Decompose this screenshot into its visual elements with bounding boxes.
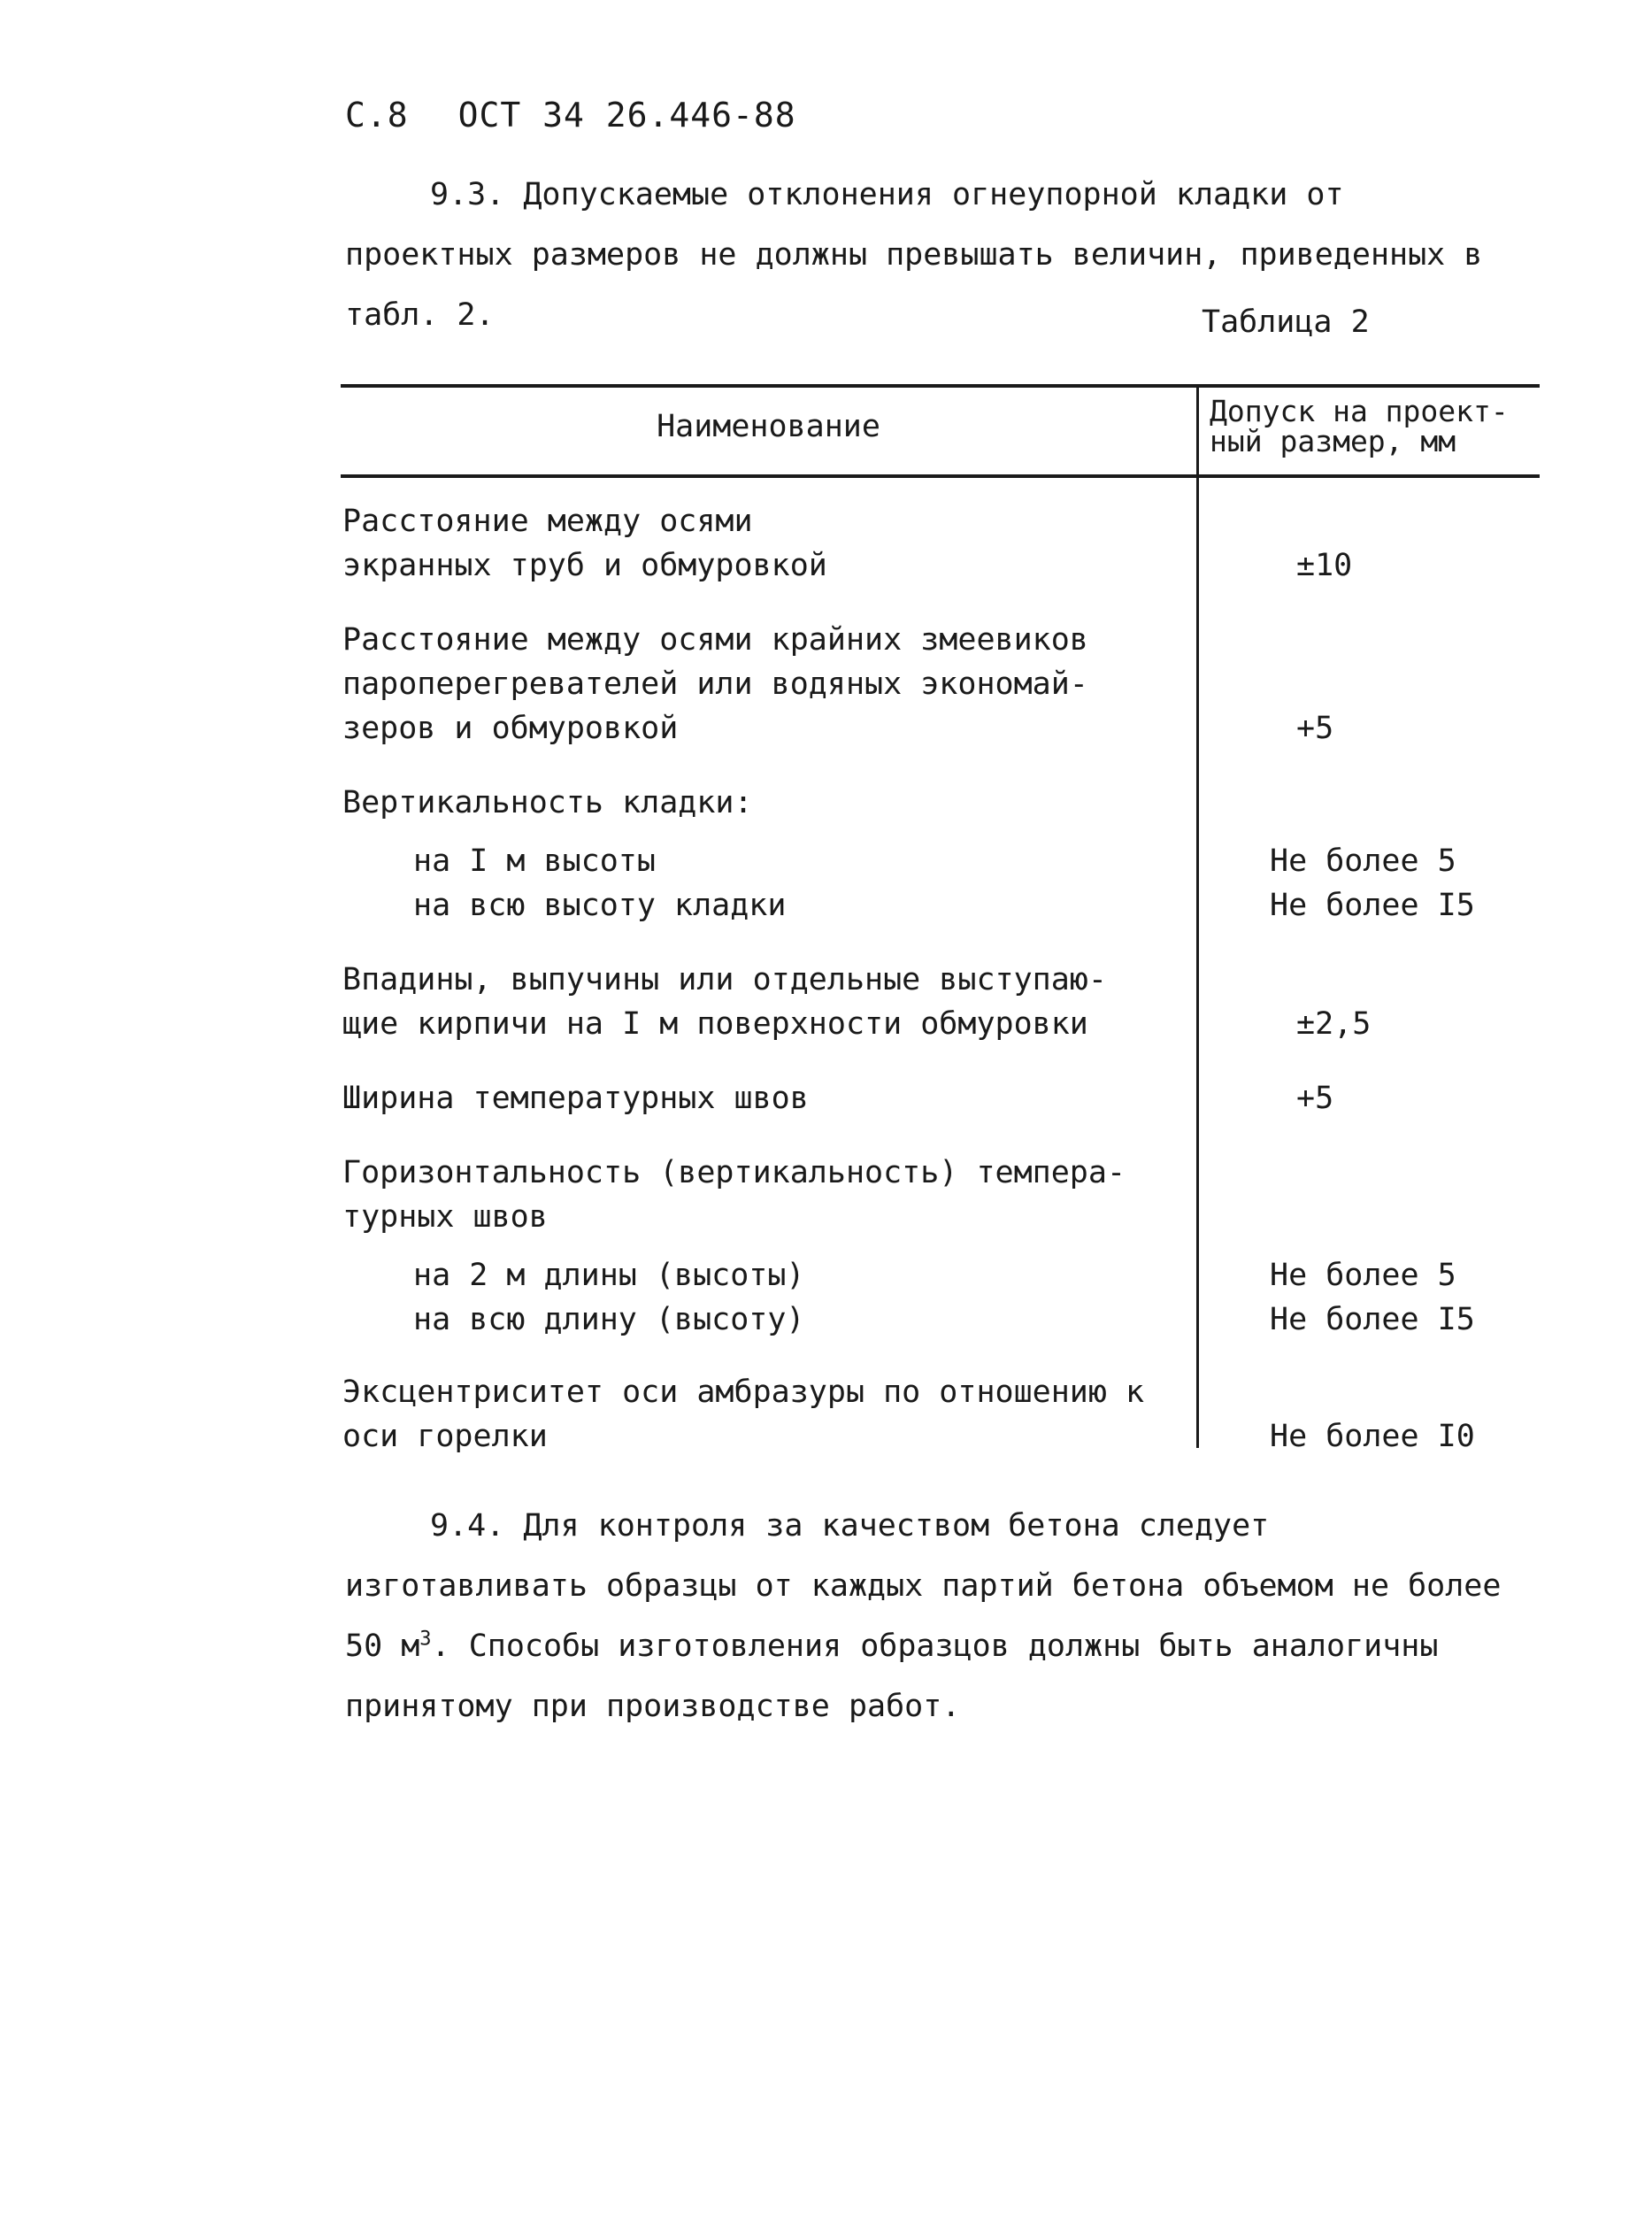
row-name: на 2 м длины (высоты) [413, 1258, 805, 1293]
page-number: С.8 [345, 96, 409, 135]
tolerance-table [341, 384, 1540, 1454]
row-tolerance: Не более 5 [1270, 843, 1456, 879]
row-tolerance: +5 [1296, 1081, 1334, 1116]
paragraph-9-4-text-cont: . Способы изготовления образцов должны быть аналогичны принятому при производстве работ. [345, 1629, 1439, 1724]
paragraph-9-3-text: 9.3. Допускаемые отклонения огнеупорной кладки от проектных размеров не должны превышать величин, приведенных в табл. 2. [345, 177, 1483, 333]
column-header-tolerance-line2: ный размер, мм [1210, 424, 1456, 458]
row-tolerance: Не более I0 [1270, 1419, 1475, 1454]
paragraph-9-4 [345, 1496, 1504, 1736]
row-name: Впадины, выпучины или отдельные выступаю- щие кирпичи на I м поверхности обмуровки [342, 962, 1107, 1042]
row-name: Ширина температурных швов [342, 1081, 809, 1116]
column-header-tolerance-line1: Допуск на проект- [1210, 394, 1509, 428]
row-name: на I м высоты [413, 843, 656, 879]
row-tolerance: Не более I5 [1270, 1302, 1475, 1337]
row-tolerance: ±10 [1296, 548, 1353, 583]
row-name: на всю высоту кладки [413, 888, 787, 923]
row-name: на всю длину (высоту) [413, 1302, 805, 1337]
row-tolerance: +5 [1296, 711, 1334, 746]
row-name: Вертикальность кладки: [342, 785, 753, 820]
row-name: Расстояние между осями крайних змеевиков пароперегревателей или водяных экономай- зеров и обмуровкой [342, 622, 1088, 746]
superscript-cubic: 3 [419, 1628, 432, 1651]
row-tolerance: ±2,5 [1296, 1006, 1372, 1042]
row-tolerance: Не более 5 [1270, 1258, 1456, 1293]
row-tolerance: Не более I5 [1270, 888, 1475, 923]
row-name: Расстояние между осями экранных труб и обмуровкой [342, 504, 827, 583]
column-header-name: Наименование [657, 409, 880, 444]
standard-code: ОСТ 34 26.446-88 [457, 96, 796, 135]
page-header [345, 96, 796, 135]
table-top-rule [341, 384, 1540, 388]
table-header-rule [341, 474, 1540, 478]
column-header-tolerance [1210, 394, 1546, 458]
paragraph-9-4-text: 9.4. Для контроля за качеством бетона следует изготавливать образцы от каждых партий бетона объемом не более 50 м [345, 1508, 1502, 1664]
table-caption: Таблица 2 [1202, 304, 1370, 340]
row-name: Эксцентриситет оси амбразуры по отношению к оси горелки [342, 1374, 1145, 1454]
row-name: Горизонтальность (вертикальность) темпера- турных швов [342, 1155, 1126, 1235]
